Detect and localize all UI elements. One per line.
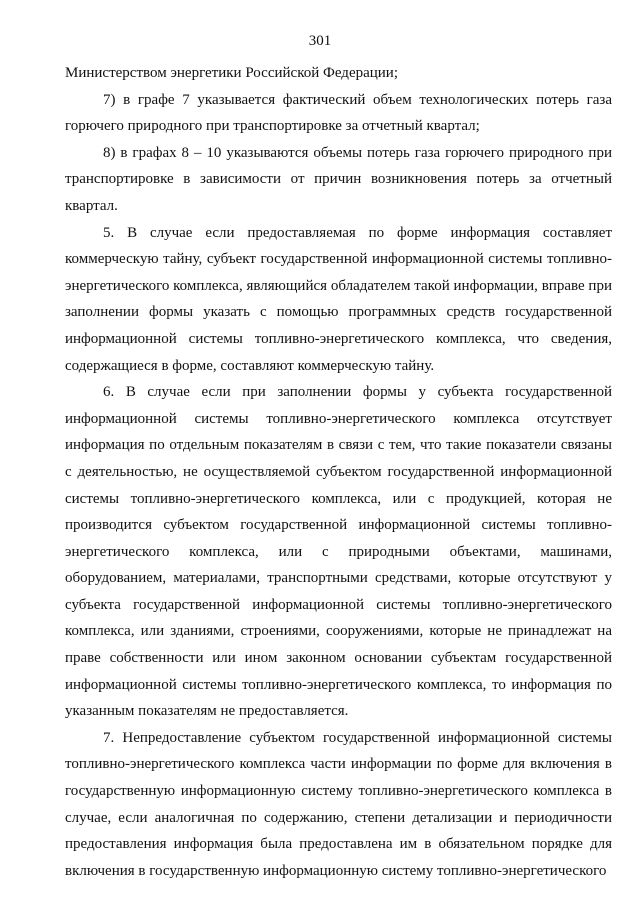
paragraph-item-7: 7) в графе 7 указывается фактический объем технологических потерь газа горючего природного при транспортировке за отчетный квартал; xyxy=(65,91,612,135)
paragraph-section-6: 6. В случае если при заполнении формы у субъекта государственной информационной системы топливно-энергетического комплекса отсутствует информация по отдельным показателям в связи с тем, что такие показатели связаны с деятельностью, не осуществляемой субъектом государственной информационной системы топливно-энергетического комплекса, или с продукцией, которая не производится субъектом государственной информационной системы топливно-энергетического комплекса, или с природными объектами, машинами, оборудованием, материалами, транспортными средствами, которые отсутствуют у субъекта государственной информационной системы топливно-энергетического комплекса, или зданиями, строениями, сооружениями, которые не принадлежат на праве собственности или ином законном основании субъектам государственной информационной системы топливно-энергетического комплекса, то информация по указанным показателям не предоставляется. xyxy=(65,384,612,720)
paragraph-continuation: Министерством энергетики Российской Федерации; xyxy=(65,65,399,81)
document-body xyxy=(65,60,612,884)
paragraph-item-8: 8) в графах 8 – 10 указываются объемы потерь газа горючего природного при транспортировке в зависимости от причин возникновения потерь за отчетный квартал. xyxy=(65,144,612,214)
page-number: 301 xyxy=(308,33,332,49)
paragraph-section-5: 5. В случае если предоставляемая по форме информация составляет коммерческую тайну, субъект государственной информационной системы топливно-энергетического комплекса, являющийся обладателем такой информации, вправе при заполнении формы указать с помощью программных средств государственной информационной системы топливно-энергетического комплекса, что сведения, содержащиеся в форме, составляют коммерческую тайну. xyxy=(65,224,612,374)
paragraph-section-7: 7. Непредоставление субъектом государственной информационной системы топливно-энергетического комплекса части информации по форме для включения в государственную информационную систему топливно-энергетического комплекса в случае, если аналогичная по содержанию, степени детализации и периодичности предоставления информация была предоставлена им в обязательном порядке для включения в государственную информационную систему топливно-энергетического xyxy=(65,729,612,879)
